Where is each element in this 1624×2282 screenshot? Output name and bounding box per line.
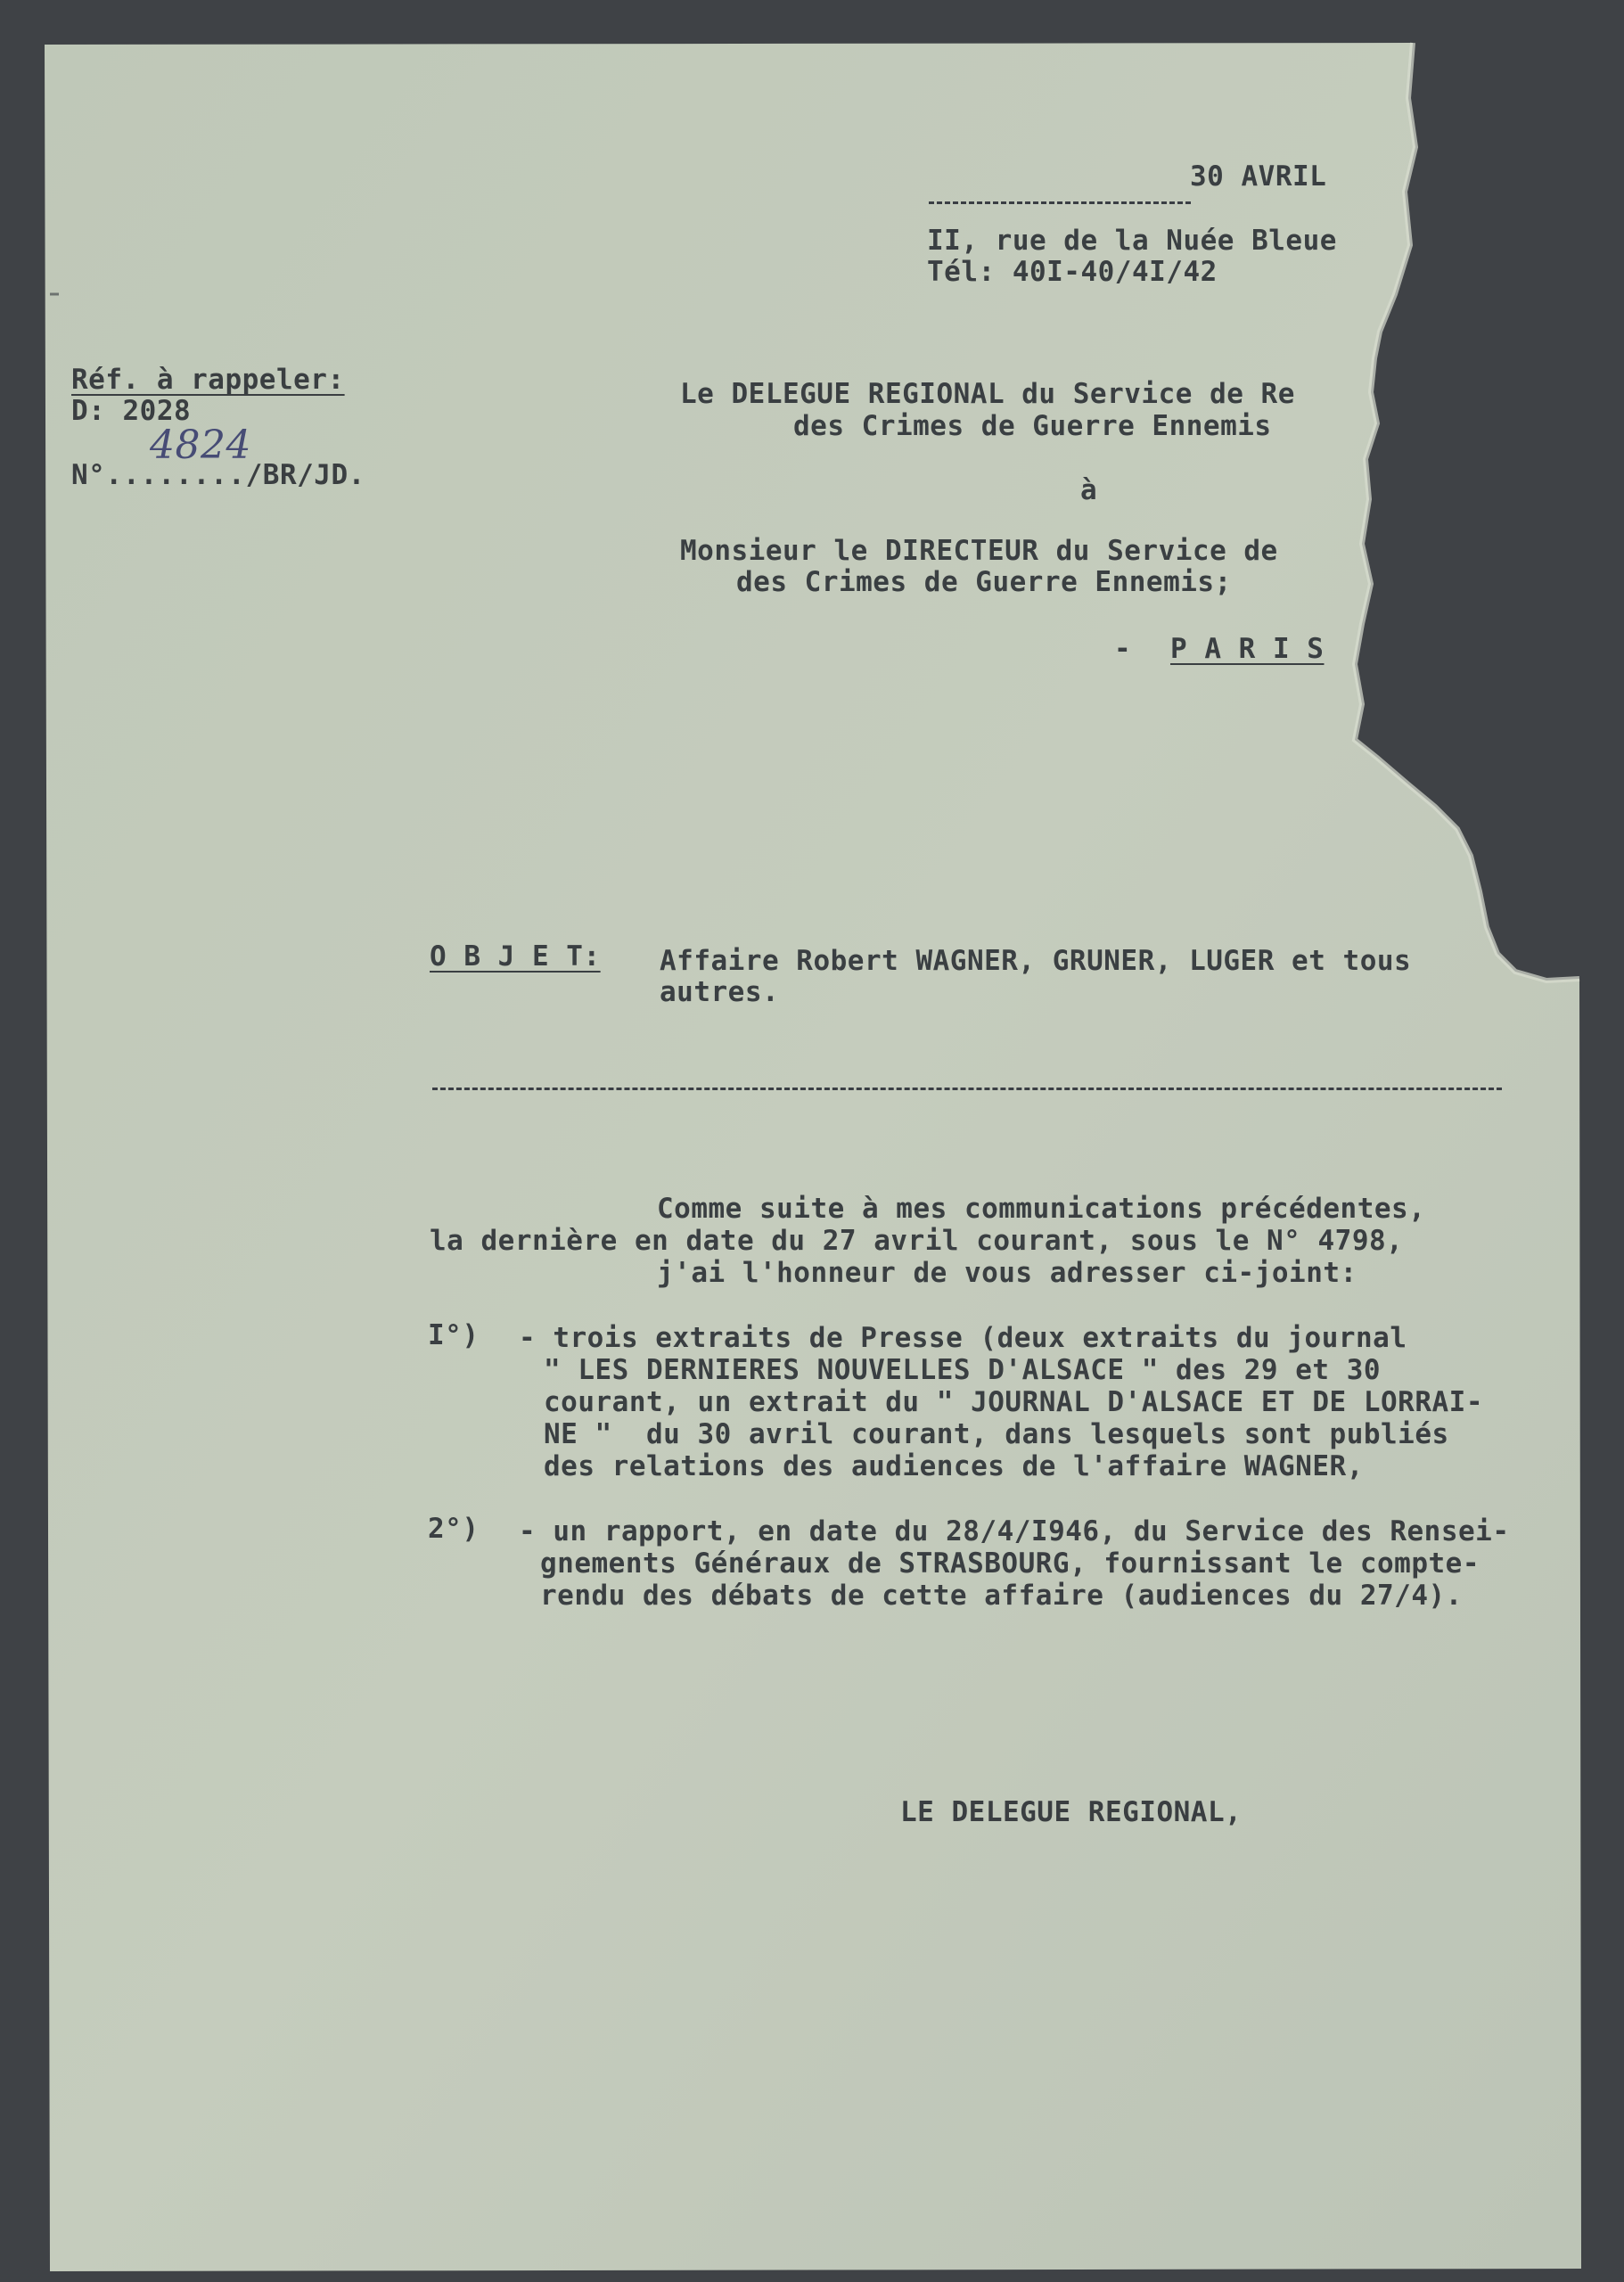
address-line: II, rue de la Nuée Bleue — [927, 225, 1337, 257]
separator-rule — [432, 1088, 1502, 1090]
date: 30 AVRIL — [1190, 160, 1327, 193]
subject-line-2: autres. — [660, 976, 780, 1008]
item-2-line-2: gnements Généraux de STRASBOURG, fournissant le compte- — [540, 1547, 1480, 1580]
reference-number-prefix: N° — [71, 459, 106, 491]
to-line-2: des Crimes de Guerre Ennemis; — [736, 566, 1232, 598]
subject-label: O B J E T: — [430, 940, 601, 973]
to-line-1: Monsieur le DIRECTEUR du Service de — [680, 535, 1278, 567]
from-line-1: Le DELEGUE REGIONAL du Service de Re — [680, 378, 1295, 410]
reference-label: Réf. à rappeler: — [71, 364, 345, 396]
signature-title: LE DELEGUE REGIONAL, — [900, 1796, 1243, 1828]
item-1-number: I°) — [428, 1319, 480, 1351]
city: P A R I S — [1170, 633, 1325, 665]
phone: Tél: 40I-40/4I/42 — [927, 256, 1218, 288]
item-1-line-3: courant, un extrait du " JOURNAL D'ALSACE ET DE LORRAI- — [544, 1386, 1483, 1418]
intro-line-1: Comme suite à mes communications précédentes, — [657, 1193, 1426, 1225]
item-1-line-1: - trois extraits de Presse (deux extraits du journal — [519, 1322, 1407, 1354]
date-rule — [929, 201, 1191, 204]
reference-number-handwritten: 4824 — [150, 423, 251, 468]
intro-line-2: la dernière en date du 27 avril courant, sous le N° 4798, — [430, 1225, 1404, 1257]
subject-line-1: Affaire Robert WAGNER, GRUNER, LUGER et tous — [660, 945, 1412, 977]
item-1-line-4: NE " du 30 avril courant, dans lesquels sont publiés — [544, 1418, 1449, 1450]
to-word: à — [1080, 474, 1098, 506]
item-1-line-2: " LES DERNIERES NOUVELLES D'ALSACE " des 29 et 30 — [544, 1354, 1382, 1386]
item-1-line-5: des relations des audiences de l'affaire WAGNER, — [544, 1450, 1364, 1482]
intro-line-3: j'ai l'honneur de vous adresser ci-joint: — [657, 1257, 1357, 1289]
reference-number-suffix: /BR/JD. — [245, 459, 365, 491]
city-dash: - — [1114, 633, 1132, 665]
reference-number-dots: ........ — [105, 459, 246, 491]
from-line-2: des Crimes de Guerre Ennemis — [793, 410, 1272, 442]
reference-dossier: D: 2028 — [71, 395, 192, 427]
item-2-number: 2°) — [428, 1513, 480, 1545]
item-2-line-1: - un rapport, en date du 28/4/I946, du Service des Rensei- — [519, 1515, 1510, 1547]
item-2-line-3: rendu des débats de cette affaire (audiences du 27/4). — [540, 1580, 1463, 1612]
